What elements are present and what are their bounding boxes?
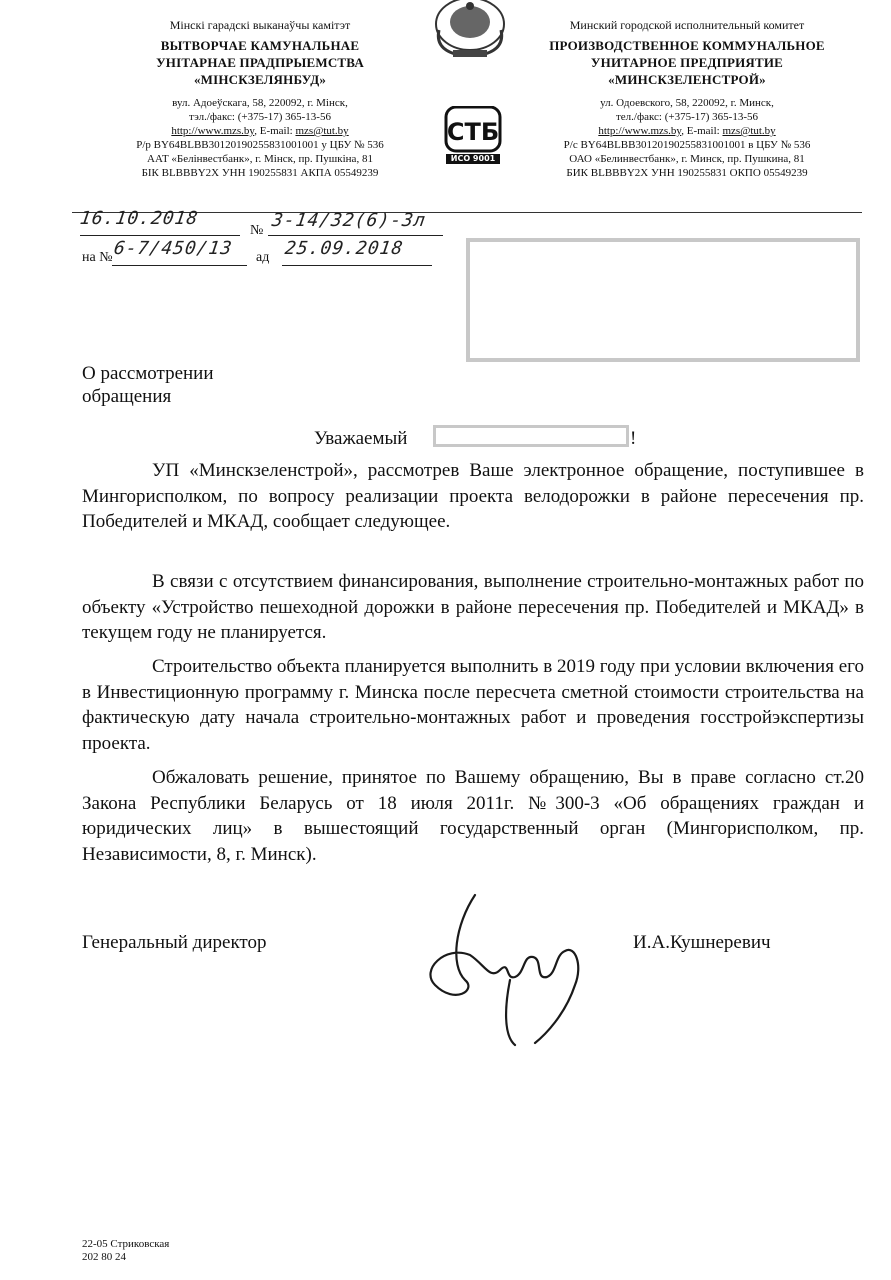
subject-line2: обращения xyxy=(82,386,172,407)
header-right xyxy=(517,18,857,180)
ref-date-prefix: ад xyxy=(256,250,270,265)
signatory-name: И.А.Кушнеревич xyxy=(633,932,771,953)
org-name-line2: УНІТАРНАЕ ПРАДПРЫЕМСТВА xyxy=(156,55,364,70)
handwritten-signature xyxy=(415,885,605,1055)
org-name-line3: «МИНСКЗЕЛЕНСТРОЙ» xyxy=(608,72,766,87)
ref-number-underline xyxy=(112,265,247,266)
contacts xyxy=(517,124,857,138)
email-label: , E-mail: xyxy=(254,125,296,137)
email-link[interactable]: mzs@tut.by xyxy=(295,125,349,137)
contacts xyxy=(90,124,430,138)
parent-org: Минский городской исполнительный комитет xyxy=(569,18,805,32)
cert-text: ИСО 9001 xyxy=(450,154,496,163)
bank-line1: Р/с BY64BLBB30120190255831001001 в ЦБУ № 536 xyxy=(563,139,811,151)
org-name-line1: ПРОИЗВОДСТВЕННОЕ КОММУНАЛЬНОЕ xyxy=(549,38,825,53)
address: ул. Одоевского, 58, 220092, г. Минск, xyxy=(600,97,774,109)
phone: тэл./факс: (+375-17) 365-13-56 xyxy=(189,111,331,123)
ref-prefix: на № xyxy=(82,250,113,265)
svg-text:СТБ: СТБ xyxy=(446,118,500,146)
redacted-name xyxy=(433,425,629,447)
subject xyxy=(82,362,214,408)
address: вул. Адоеўскага, 58, 220092, г. Мінск, xyxy=(172,97,348,109)
ref-date: 25.09.2018 xyxy=(283,238,405,259)
bank-line3: БИК BLBBBY2X УНН 190255831 ОКПО 05549239 xyxy=(566,167,808,179)
belarus-emblem-icon xyxy=(425,0,515,60)
greeting xyxy=(314,428,407,450)
website-link[interactable]: http://www.mzs.by xyxy=(171,125,255,137)
bank-line1: Р/р BY64BLBB30120190255831001001 у ЦБУ № 536 xyxy=(136,139,384,151)
date-underline xyxy=(80,235,240,236)
bank-line3: БІК BLBBBY2X УНН 190255831 АКПА 05549239 xyxy=(141,167,379,179)
executor-name: 22-05 Стриковская xyxy=(82,1238,170,1250)
bank-line2: ОАО «Белинвестбанк», г. Минск, пр. Пушкина, 81 xyxy=(569,153,805,165)
stb-certification-icon xyxy=(443,106,503,166)
outgoing-number: 3-14/32(6)-Зл xyxy=(270,210,428,231)
redacted-addressee xyxy=(466,238,860,362)
paragraph-1: УП «Минскзеленстрой», рассмотрев Ваше электронное обращение, поступившее в Мингорисполком, по вопросу реализации проекта велодорожки в районе пересечения пр. Победителей и МКАД, сообщает следующее. xyxy=(82,460,864,532)
number-prefix: № xyxy=(250,223,264,238)
ref-number: 6-7/450/13 xyxy=(112,238,234,259)
header-left xyxy=(90,18,430,180)
org-name-line3: «МІНСКЗЕЛЯНБУД» xyxy=(193,72,327,87)
greeting-suffix: ! xyxy=(630,428,637,449)
signatory-title: Генеральный директор xyxy=(82,932,267,953)
outgoing-date: 16.10.2018 xyxy=(78,208,200,229)
paragraph-3: Строительство объекта планируется выполнить в 2019 году при условии включения его в Инвестиционную программу г. Минска после пересчета сметной стоимости строительства на фактическую дату начала строительно-монтажных работ и проведения госстройэкспертизы проекта. xyxy=(82,656,864,754)
ref-date-underline xyxy=(282,265,432,266)
org-name-line2: УНИТАРНОЕ ПРЕДПРИЯТИЕ xyxy=(590,55,784,70)
executor-info xyxy=(82,1238,169,1264)
bank-line2: ААТ «Белінвестбанк», г. Мінск, пр. Пушкіна, 81 xyxy=(147,153,373,165)
website-link[interactable]: http://www.mzs.by xyxy=(598,125,682,137)
number-underline xyxy=(268,235,443,236)
parent-org: Мінскі гарадскі выканаўчы камітэт xyxy=(169,18,351,32)
greeting-prefix: Уважаемый xyxy=(314,428,408,449)
email-label: , E-mail: xyxy=(681,125,723,137)
executor-phone: 202 80 24 xyxy=(82,1251,126,1263)
paragraph-4: Обжаловать решение, принятое по Вашему обращению, Вы в праве согласно ст.20 Закона Республики Беларусь от 18 июля 2011г. №300-3 «Об обращениях граждан и юридических лиц» в вышестоящий государственный орган (Мингорисполком, пр. Независимости, 8, г. Минск). xyxy=(82,767,864,865)
org-name-line1: ВЫТВОРЧАЕ КАМУНАЛЬНАЕ xyxy=(160,38,360,53)
phone: тел./факс: (+375-17) 365-13-56 xyxy=(615,111,759,123)
paragraph-2: В связи с отсутствием финансирования, выполнение строительно-монтажных работ по объекту «Устройство пешеходной дорожки в районе пересечения пр. Победителей и МКАД» в текущем году не планируется. xyxy=(82,571,864,643)
subject-line1: О рассмотрении xyxy=(82,363,214,384)
email-link[interactable]: mzs@tut.by xyxy=(722,125,776,137)
